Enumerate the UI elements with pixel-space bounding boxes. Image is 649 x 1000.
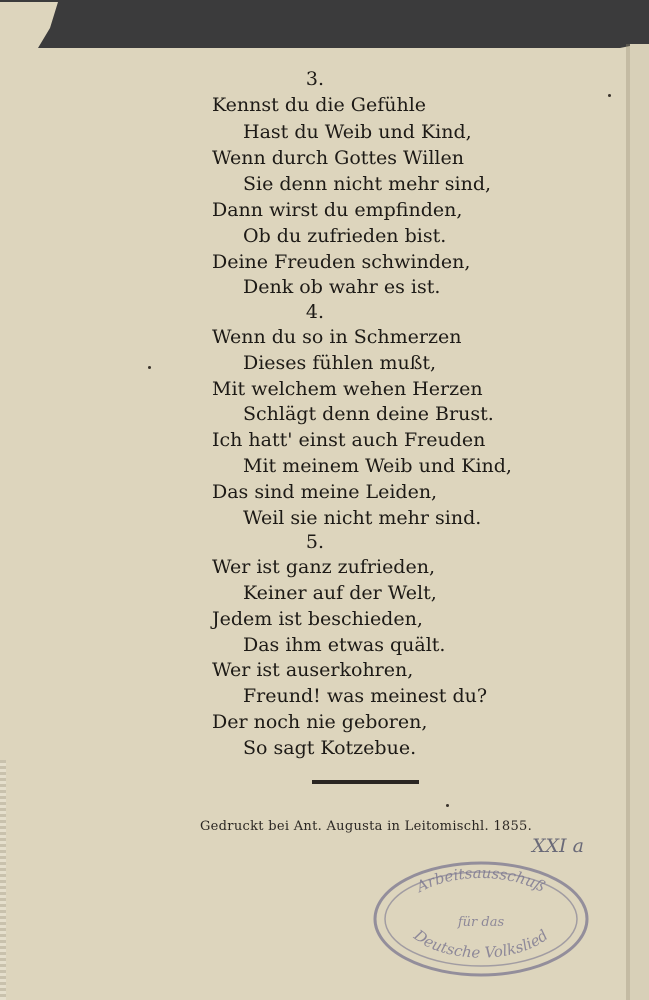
poem-line: Dann wirst du empfinden,: [212, 199, 463, 221]
ink-speck: [608, 94, 611, 97]
poem-line: Denk ob wahr es ist.: [243, 276, 441, 298]
poem-line: Dieses fühlen mußt,: [243, 352, 437, 374]
poem-line: Keiner auf der Welt,: [243, 582, 437, 604]
imprint-line: Gedruckt bei Ant. Augusta in Leitomischl. 1855.: [200, 819, 533, 834]
poem-line: Hast du Weib und Kind,: [243, 121, 472, 143]
poem-line: Das sind meine Leiden,: [212, 481, 438, 503]
stanza-number: 3.: [305, 68, 325, 90]
poem-line: Wenn durch Gottes Willen: [212, 147, 464, 169]
ink-speck: [148, 366, 151, 369]
poem-line: Das ihm etwas quält.: [243, 634, 446, 656]
stanza-number: 4.: [305, 301, 325, 323]
svg-text:für das: für das: [457, 915, 505, 930]
poem-line: Wer ist ganz zufrieden,: [212, 556, 435, 578]
poem-line: Wenn du so in Schmerzen: [212, 326, 462, 348]
background-top: [0, 0, 649, 52]
poem-line: Der noch nie geboren,: [212, 711, 428, 733]
poem-line: So sagt Kotzebue.: [243, 737, 417, 759]
frayed-edge: [0, 760, 6, 1000]
poem-line: Deine Freuden schwinden,: [212, 251, 471, 273]
svg-text:Arbeitsausschuß: Arbeitsausschuß: [413, 863, 549, 896]
archive-mark: XXI a: [532, 835, 584, 857]
poem-line: Ob du zufrieden bist.: [243, 225, 447, 247]
poem-line: Ich hatt' einst auch Freuden: [212, 429, 486, 451]
adjacent-page-strip: [630, 44, 649, 1000]
poem-line: Wer ist auserkohren,: [212, 659, 414, 681]
poem-line: Kennst du die Gefühle: [212, 94, 427, 116]
divider-rule: [312, 780, 419, 784]
poem-line: Mit welchem wehen Herzen: [212, 378, 483, 400]
poem-line: Sie denn nicht mehr sind,: [243, 173, 492, 195]
poem-line: Freund! was meinest du?: [243, 685, 488, 707]
ink-speck: [446, 804, 449, 807]
poem-line: Schlägt denn deine Brust.: [243, 403, 494, 425]
stanza-number: 5.: [305, 531, 325, 553]
poem-line: Weil sie nicht mehr sind.: [243, 507, 482, 529]
poem-line: Mit meinem Weib und Kind,: [243, 455, 512, 477]
poem-line: Jedem ist beschieden,: [212, 608, 423, 630]
archive-stamp: [370, 858, 592, 980]
svg-text:Deutsche Volkslied: Deutsche Volkslied: [410, 926, 552, 962]
